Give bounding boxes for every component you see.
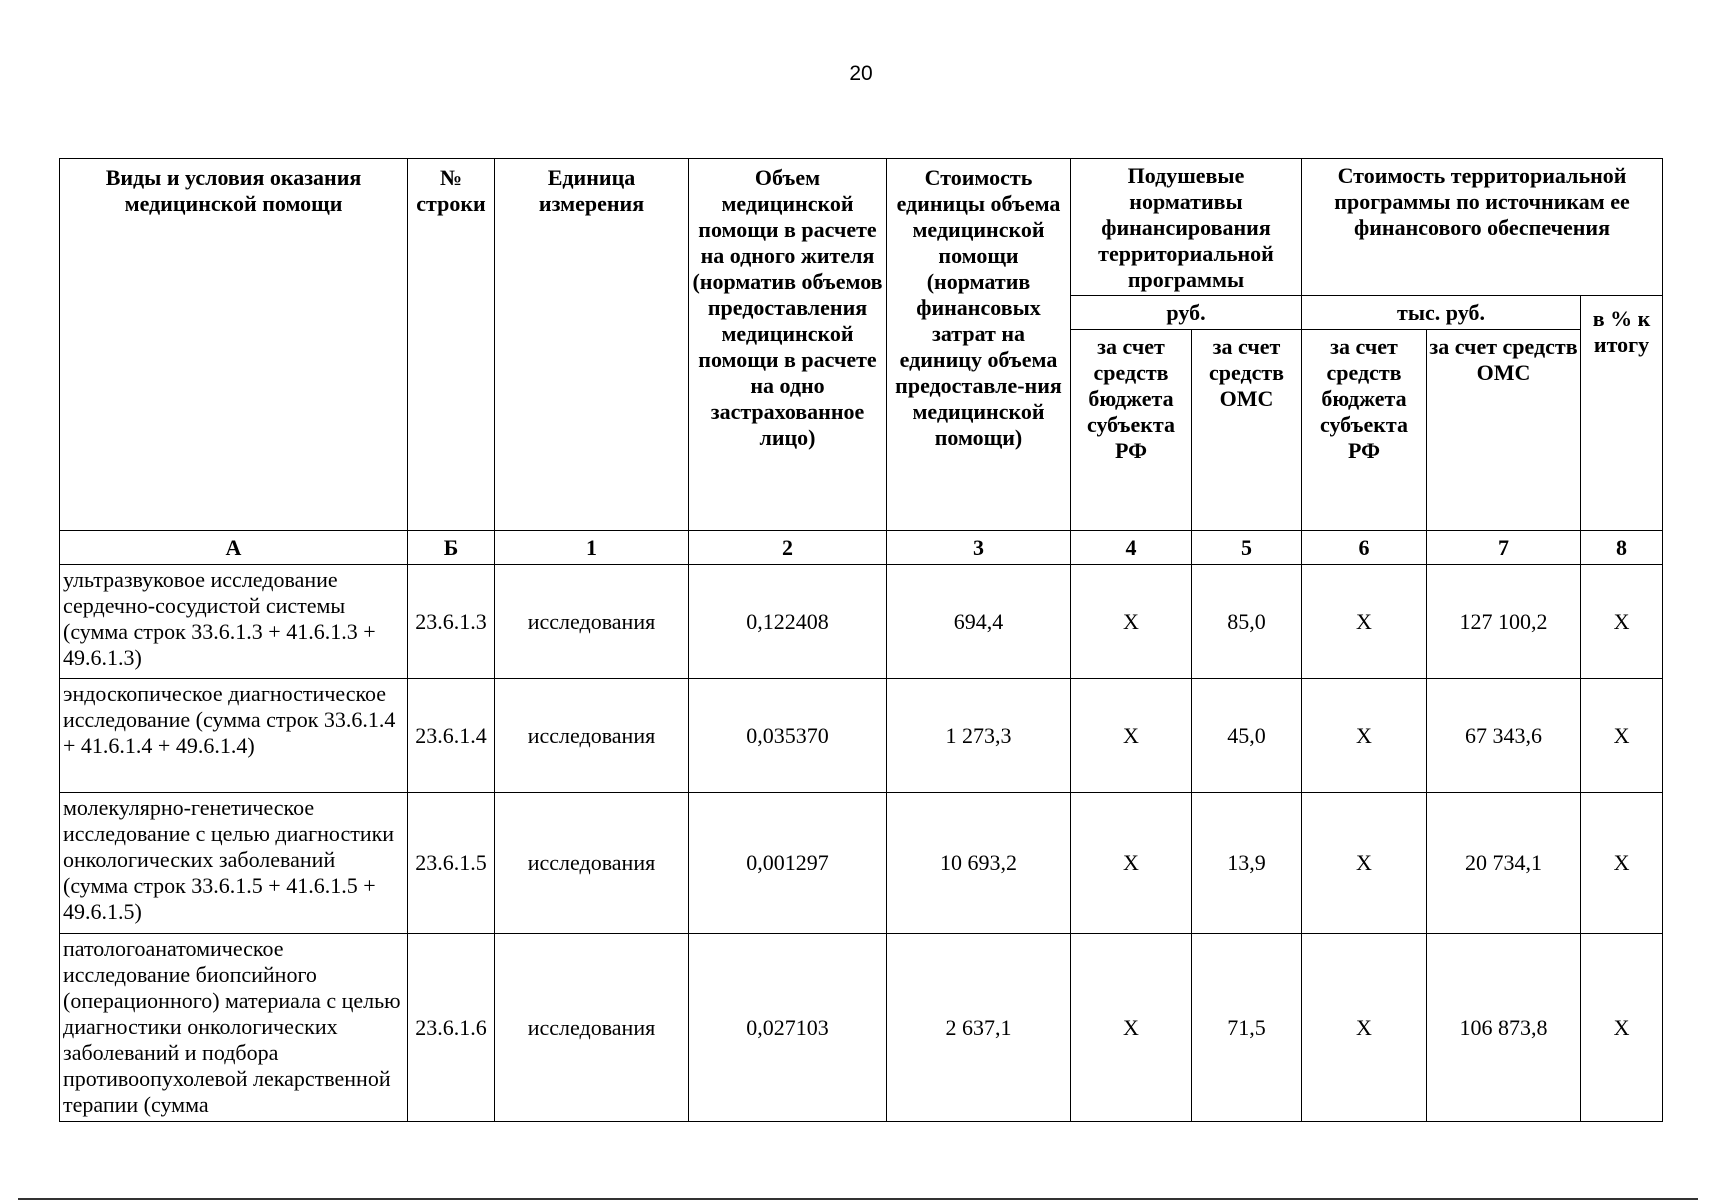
column-letter: 4 [1071, 531, 1192, 565]
column-letter: А [60, 531, 408, 565]
column-letter: Б [408, 531, 495, 565]
row-cost-oms: 67 343,6 [1427, 679, 1581, 793]
header-unit-thousand-rub: тыс. руб. [1302, 296, 1581, 330]
header-per-capita-budget: за счет средств бюджета субъекта РФ [1071, 330, 1192, 531]
row-code: 23.6.1.5 [408, 793, 495, 934]
header-unit: Единица измерения [495, 159, 689, 531]
header-unit-cost: Стоимость единицы объема медицинской помощи (норматив финансовых затрат на единицу объема предоставле-ния медицинской помощи) [887, 159, 1071, 531]
column-letter: 7 [1427, 531, 1581, 565]
row-name: эндоскопическое диагностическое исследование (сумма строк 33.6.1.4 + 41.6.1.4 + 49.6.1.4) [60, 679, 408, 793]
row-code: 23.6.1.3 [408, 565, 495, 679]
row-percent: Х [1581, 565, 1663, 679]
row-per-capita-oms: 13,9 [1192, 793, 1302, 934]
table-row [60, 934, 1663, 1122]
row-per-capita-budget: Х [1071, 934, 1192, 1122]
row-cost-oms: 20 734,1 [1427, 793, 1581, 934]
row-per-capita-oms: 85,0 [1192, 565, 1302, 679]
row-name: патологоанатомическое исследование биопсийного (операционного) материала с целью диагностики онкологических заболеваний и подбора противоопухолевой лекарственной терапии (сумма [60, 934, 408, 1122]
row-unit: исследования [495, 679, 689, 793]
row-code: 23.6.1.6 [408, 934, 495, 1122]
row-cost-oms: 127 100,2 [1427, 565, 1581, 679]
table-row [60, 793, 1663, 934]
header-cost-oms: за счет средств ОМС [1427, 330, 1581, 531]
row-per-capita-oms: 71,5 [1192, 934, 1302, 1122]
row-unit: исследования [495, 565, 689, 679]
financing-table [59, 158, 1663, 1122]
column-letter: 2 [689, 531, 887, 565]
header-row-number: № строки [408, 159, 495, 531]
row-name: молекулярно-генетическое исследование с целью диагностики онкологических заболеваний (сумма строк 33.6.1.5 + 41.6.1.5 + 49.6.1.5) [60, 793, 408, 934]
row-cost-budget: Х [1302, 565, 1427, 679]
row-cost-budget: Х [1302, 793, 1427, 934]
header-per-capita-standards: Подушевые нормативы финансирования территориальной программы [1071, 159, 1302, 296]
column-letter: 6 [1302, 531, 1427, 565]
row-per-capita-oms: 45,0 [1192, 679, 1302, 793]
row-unit: исследования [495, 793, 689, 934]
row-volume: 0,122408 [689, 565, 887, 679]
row-volume: 0,027103 [689, 934, 887, 1122]
header-percent-of-total: в % к итогу [1581, 296, 1663, 531]
column-letter: 1 [495, 531, 689, 565]
row-cost-oms: 106 873,8 [1427, 934, 1581, 1122]
header-unit-rub: руб. [1071, 296, 1302, 330]
page-number: 20 [849, 62, 873, 85]
row-unit: исследования [495, 934, 689, 1122]
column-letter: 5 [1192, 531, 1302, 565]
row-volume: 0,001297 [689, 793, 887, 934]
row-unit-cost: 1 273,3 [887, 679, 1071, 793]
row-per-capita-budget: Х [1071, 565, 1192, 679]
row-name: ультразвуковое исследование сердечно-сосудистой системы (сумма строк 33.6.1.3 + 41.6.1.3 + 49.6.1.3) [60, 565, 408, 679]
column-letter: 3 [887, 531, 1071, 565]
table-row [60, 679, 1663, 793]
row-code: 23.6.1.4 [408, 679, 495, 793]
header-volume: Объем медицинской помощи в расчете на одного жителя (норматив объемов предоставления медицинской помощи в расчете на одно застрахованное лицо) [689, 159, 887, 531]
row-unit-cost: 2 637,1 [887, 934, 1071, 1122]
row-percent: Х [1581, 934, 1663, 1122]
row-per-capita-budget: Х [1071, 793, 1192, 934]
row-percent: Х [1581, 679, 1663, 793]
header-program-cost: Стоимость территориальной программы по источникам ее финансового обеспечения [1302, 159, 1663, 296]
row-volume: 0,035370 [689, 679, 887, 793]
row-cost-budget: Х [1302, 679, 1427, 793]
column-letters-row [60, 531, 1663, 565]
header-per-capita-oms: за счет средств ОМС [1192, 330, 1302, 531]
header-row-1 [60, 159, 1663, 296]
column-letter: 8 [1581, 531, 1663, 565]
row-per-capita-budget: Х [1071, 679, 1192, 793]
row-unit-cost: 10 693,2 [887, 793, 1071, 934]
header-cost-budget: за счет средств бюджета субъекта РФ [1302, 330, 1427, 531]
header-kinds-of-care: Виды и условия оказания медицинской помощи [60, 159, 408, 531]
table-row [60, 565, 1663, 679]
row-cost-budget: Х [1302, 934, 1427, 1122]
row-percent: Х [1581, 793, 1663, 934]
row-unit-cost: 694,4 [887, 565, 1071, 679]
